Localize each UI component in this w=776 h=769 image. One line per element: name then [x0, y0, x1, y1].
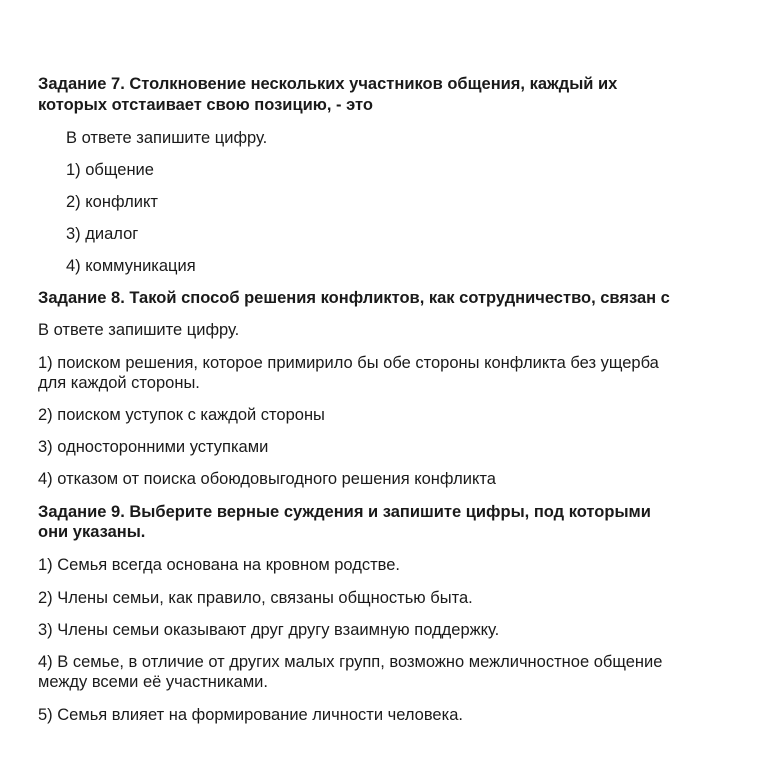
- task-8-option-3: 3) односторонними уступками: [38, 438, 269, 456]
- task-8-option-1-line-1: 1) поиском решения, которое примирило бы обе стороны конфликта без ущерба: [38, 354, 659, 372]
- task-9-title-line-2: они указаны.: [38, 523, 146, 541]
- task-8-title: Задание 8. Такой способ решения конфликтов, как сотрудничество, связан с: [38, 289, 670, 307]
- task-8-instruction: В ответе запишите цифру.: [38, 321, 240, 339]
- task-7-option-2: 2) конфликт: [66, 193, 158, 211]
- task-8-option-2: 2) поиском уступок с каждой стороны: [38, 406, 325, 424]
- task-9-statement-2: 2) Члены семьи, как правило, связаны общностью быта.: [38, 589, 473, 607]
- task-9-statement-3: 3) Члены семьи оказывают друг другу взаимную поддержку.: [38, 621, 500, 639]
- task-9-statement-4-line-1: 4) В семье, в отличие от других малых групп, возможно межличностное общение: [38, 653, 663, 671]
- task-7-option-1: 1) общение: [66, 161, 154, 179]
- task-7-title-line-1: Задание 7. Столкновение нескольких участников общения, каждый их: [38, 75, 618, 93]
- task-7-option-4: 4) коммуникация: [66, 257, 196, 275]
- task-7-title-line-2: которых отстаивает свою позицию, - это: [38, 96, 373, 114]
- task-9-statement-5: 5) Семья влияет на формирование личности человека.: [38, 706, 463, 724]
- task-7-instruction: В ответе запишите цифру.: [66, 129, 268, 147]
- task-7-option-3: 3) диалог: [66, 225, 139, 243]
- task-9-statement-1: 1) Семья всегда основана на кровном родстве.: [38, 556, 401, 574]
- task-8-option-4: 4) отказом от поиска обоюдовыгодного решения конфликта: [38, 470, 496, 488]
- task-8-option-1-line-2: для каждой стороны.: [38, 374, 200, 392]
- task-9-title-line-1: Задание 9. Выберите верные суждения и запишите цифры, под которыми: [38, 503, 651, 521]
- task-9-statement-4-line-2: между всеми её участниками.: [38, 673, 268, 691]
